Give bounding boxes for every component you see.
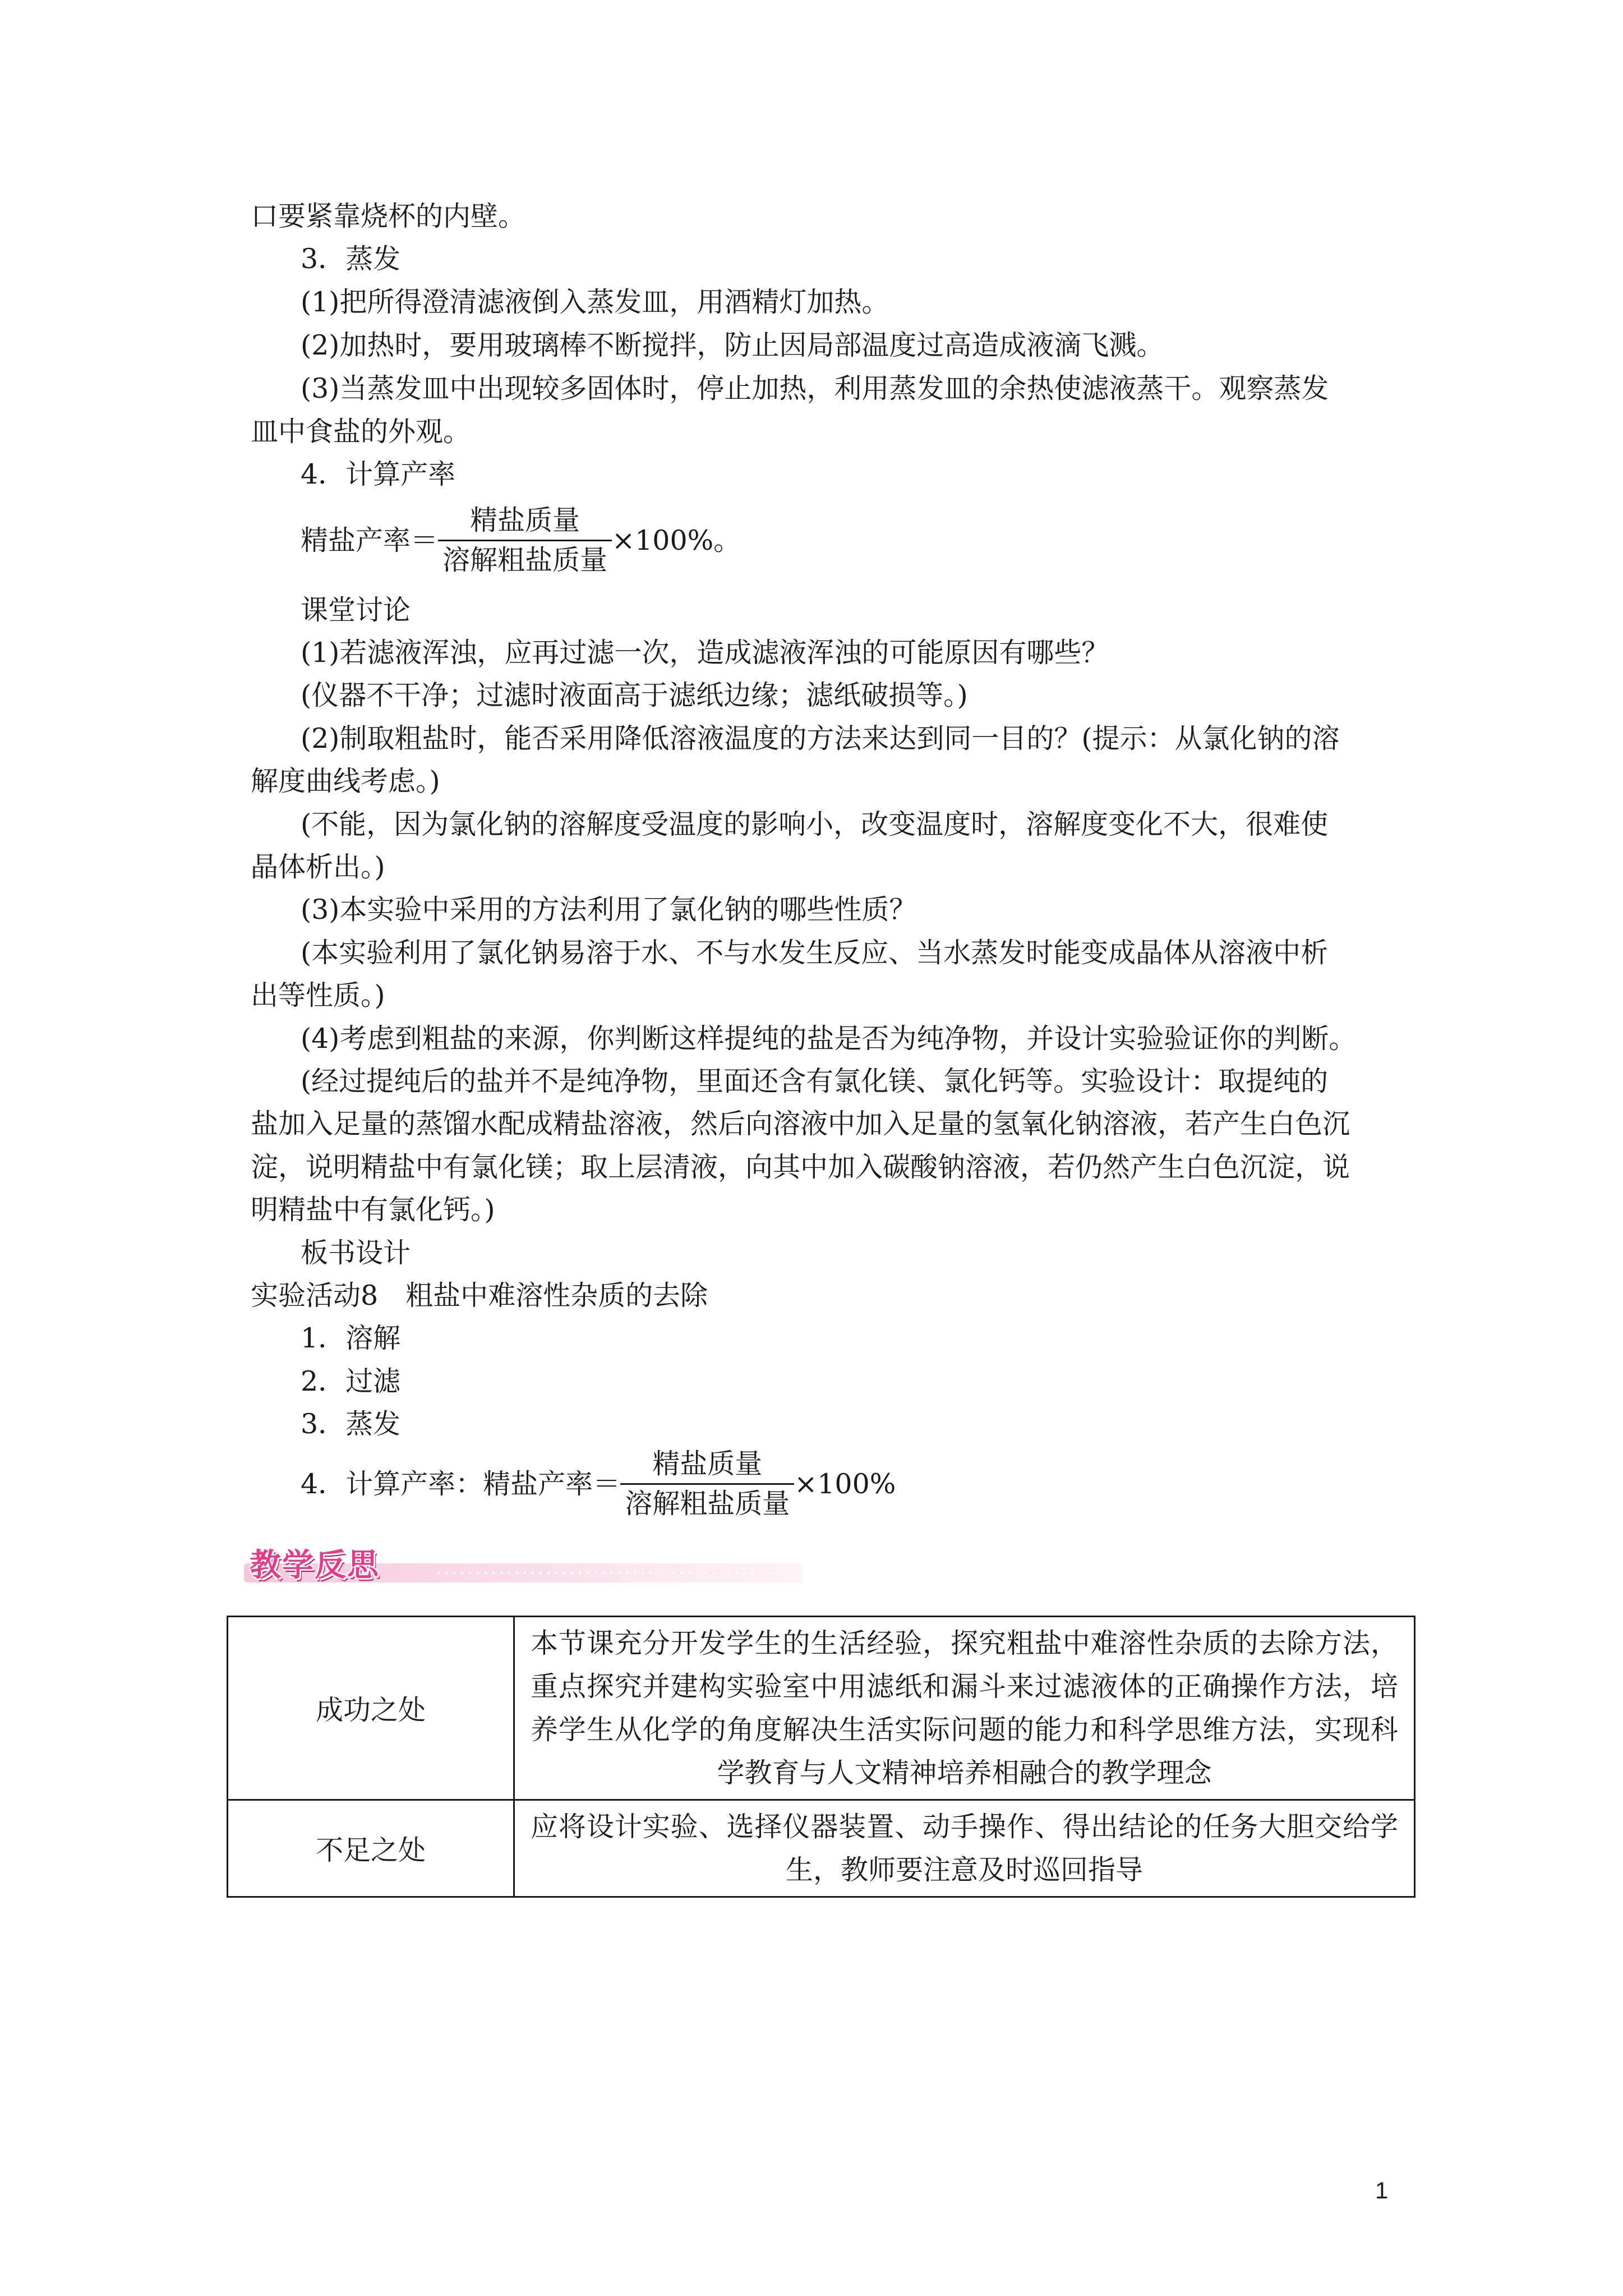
reflection-label-success: 成功之处 [228,1617,514,1800]
discussion-a3: (本实验利用了氯化钠易溶于水、不与水发生反应、当水蒸发时能变成晶体从溶液中析 [301,937,1329,969]
board-yield-formula-numerator: 精盐质量 [652,1448,763,1480]
board-item-dissolve: 1．溶解 [301,1322,401,1354]
discussion-heading: 课堂讨论 [301,594,411,626]
table-row [228,1800,1415,1897]
discussion-q4: (4)考虑到粗盐的来源，你判断这样提纯的盐是否为纯净物，并设计实验验证你的判断。 [301,1023,1357,1055]
step-evaporate-3: (3)当蒸发皿中出现较多固体时，停止加热，利用蒸发皿的余热使滤液蒸干。观察蒸发 [301,372,1329,404]
step-evaporate-2: (2)加热时，要用玻璃棒不断搅拌，防止因局部温度过高造成液滴飞溅。 [301,329,1164,361]
discussion-q1: (1)若滤液浑浊，应再过滤一次，造成滤液浑浊的可能原因有哪些？ [301,637,1109,669]
discussion-a4-cont-2: 淀，说明精盐中有氯化镁；取上层清液，向其中加入碳酸钠溶液，若仍然产生白色沉淀，说 [251,1151,1350,1183]
reflection-header [244,1545,802,1586]
discussion-a4-cont-3: 明精盐中有氯化钙。) [251,1194,495,1226]
board-yield-formula-trail: ×100% [794,1467,896,1500]
board-item-filter: 2．过滤 [301,1365,401,1397]
yield-formula-denominator: 溶解粗盐质量 [438,540,612,577]
board-yield-formula-denominator: 溶解粗盐质量 [620,1483,794,1521]
discussion-q2-cont: 解度曲线考虑。) [251,765,440,797]
board-item-evaporate: 3．蒸发 [301,1408,401,1440]
line-1: 口要紧靠烧杯的内壁。 [251,200,526,232]
step-evaporate-1: (1)把所得澄清滤液倒入蒸发皿，用酒精灯加热。 [301,286,889,318]
board-yield-formula-fraction [620,1447,794,1521]
reflection-content-success: 本节课充分开发学生的生活经验，探究粗盐中难溶性杂质的去除方法，重点探究并建构实验室中用滤纸和漏斗来过滤液体的正确操作方法，培养学生从化学的角度解决生活实际问题的能力和科学思维方法，实现科学教育与人文精神培养相融合的教学理念 [514,1617,1415,1800]
reflection-table [227,1616,1415,1898]
yield-formula-fraction [438,504,612,577]
discussion-a2-cont: 晶体析出。) [251,851,385,883]
discussion-q2: (2)制取粗盐时，能否采用降低溶液温度的方法来达到同一目的？(提示：从氯化钠的溶 [301,723,1340,754]
yield-formula-numerator: 精盐质量 [470,504,580,536]
discussion-a4: (经过提纯后的盐并不是纯净物，里面还含有氯化镁、氯化钙等。实验设计：取提纯的 [301,1065,1329,1097]
reflection-header-dots [435,1571,777,1575]
discussion-a2: (不能，因为氯化钠的溶解度受温度的影响小，改变温度时，溶解度变化不大，很难使 [301,808,1329,840]
board-design-heading: 板书设计 [301,1237,411,1269]
yield-formula-trail: ×100%。 [612,524,741,556]
reflection-title: 教学反思 [250,1547,380,1584]
discussion-a1: (仪器不干净；过滤时液面高于滤纸边缘；滤纸破损等。) [301,679,968,711]
discussion-q3: (3)本实验中采用的方法利用了氯化钠的哪些性质？ [301,894,917,926]
board-yield-formula [301,1447,896,1521]
reflection-content-shortcoming: 应将设计实验、选择仪器装置、动手操作、得出结论的任务大胆交给学生，教师要注意及时巡回指导 [514,1800,1415,1897]
discussion-a3-cont: 出等性质。) [251,979,385,1011]
board-yield-formula-lead: 4．计算产率：精盐产率＝ [301,1467,621,1500]
reflection-label-shortcoming: 不足之处 [228,1800,514,1897]
table-row [228,1617,1415,1800]
page-number: 1 [1375,2177,1389,2203]
step-evaporate-3-cont: 皿中食盐的外观。 [251,416,471,448]
yield-formula [301,504,741,577]
section-heading-yield: 4．计算产率 [301,458,456,490]
section-heading-evaporate: 3．蒸发 [301,243,401,275]
yield-formula-lead: 精盐产率＝ [301,524,439,556]
discussion-a4-cont-1: 盐加入足量的蒸馏水配成精盐溶液，然后向溶液中加入足量的氢氧化钠溶液，若产生白色沉 [251,1108,1350,1140]
board-design-title: 实验活动8 粗盐中难溶性杂质的去除 [251,1280,708,1312]
